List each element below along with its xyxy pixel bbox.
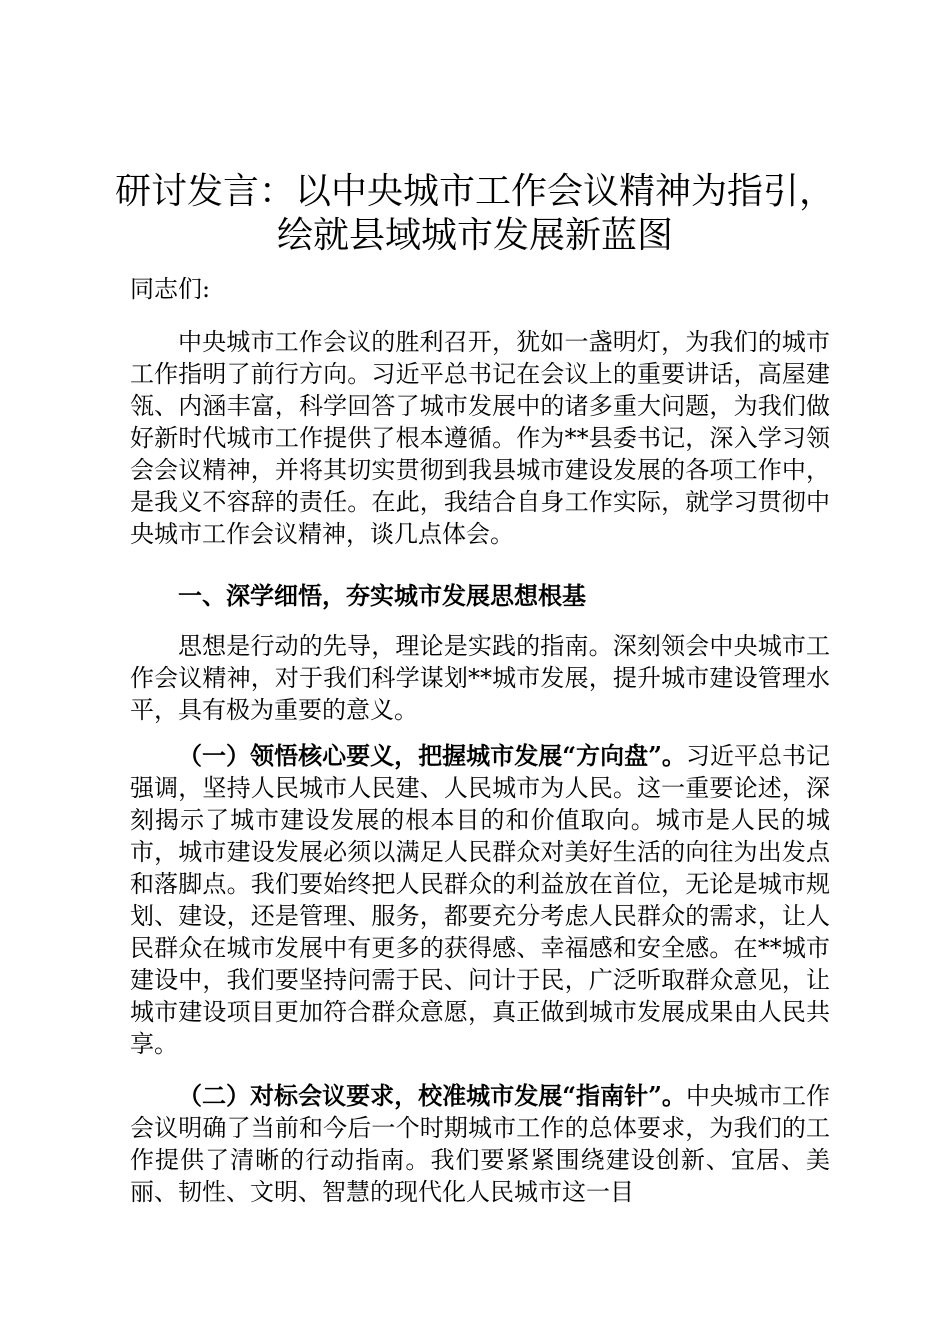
subsection-1-body: 习近平总书记强调，坚持人民城市人民建、人民城市为人民。这一重要论述，深刻揭示了城市建设发展的根本目的和价值取向。城市是人民的城市，城市建设发展必须以满足人民群众对美好生活的向往为出发点和落脚点。我们要始终把人民群众的利益放在首位，无论是城市规划、建设，还是管理、服务，都要充分考虑人民群众的需求，让人民群众在城市发展中有更多的获得感、幸福感和安全感。在**城市建设中，我们要坚持问需于民、问计于民，广泛听取群众意见，让城市建设项目更加符合群众意愿，真正做到城市发展成果由人民共享。: [130, 742, 831, 1058]
subsection-2-paragraph: [130, 1080, 830, 1208]
document-title-line-2: 绘就县域城市发展新蓝图: [276, 215, 673, 256]
salutation: 同志们:: [130, 275, 211, 303]
subsection-2-lead: （二）对标会议要求，校准城市发展“指南针”。: [178, 1081, 686, 1110]
subsection-1-lead: （一）领悟核心要义，把握城市发展“方向盘”。: [178, 741, 686, 770]
intro-paragraph: 中央城市工作会议的胜利召开，犹如一盏明灯，为我们的城市工作指明了前行方向。习近平总书记在会议上的重要讲话，高屋建瓴、内涵丰富，科学回答了城市发展中的诸多重大问题，为我们做好新时代城市工作提供了根本遵循。作为**县委书记，深入学习领会会议精神，并将其切实贯彻到我县城市建设发展的各项工作中，是我义不容辞的责任。在此，我结合自身工作实际，就学习贯彻中央城市工作会议精神，谈几点体会。: [130, 328, 830, 548]
document-title-line-1: 研讨发言：以中央城市工作会议精神为指引，: [114, 171, 835, 212]
section-1-intro-paragraph: 思想是行动的先导，理论是实践的指南。深刻领会中央城市工作会议精神，对于我们科学谋划**城市发展，提升城市建设管理水平，具有极为重要的意义。: [130, 632, 830, 724]
subsection-2-body: 中央城市工作会议明确了当前和今后一个时期城市工作的总体要求，为我们的工作提供了清晰的行动指南。我们要紧紧围绕建设创新、宜居、美丽、韧性、文明、智慧的现代化人民城市这一目: [130, 1082, 831, 1206]
subsection-1-paragraph: [130, 740, 830, 1060]
section-heading-1: 一、深学细悟，夯实城市发展思想根基: [178, 581, 586, 610]
